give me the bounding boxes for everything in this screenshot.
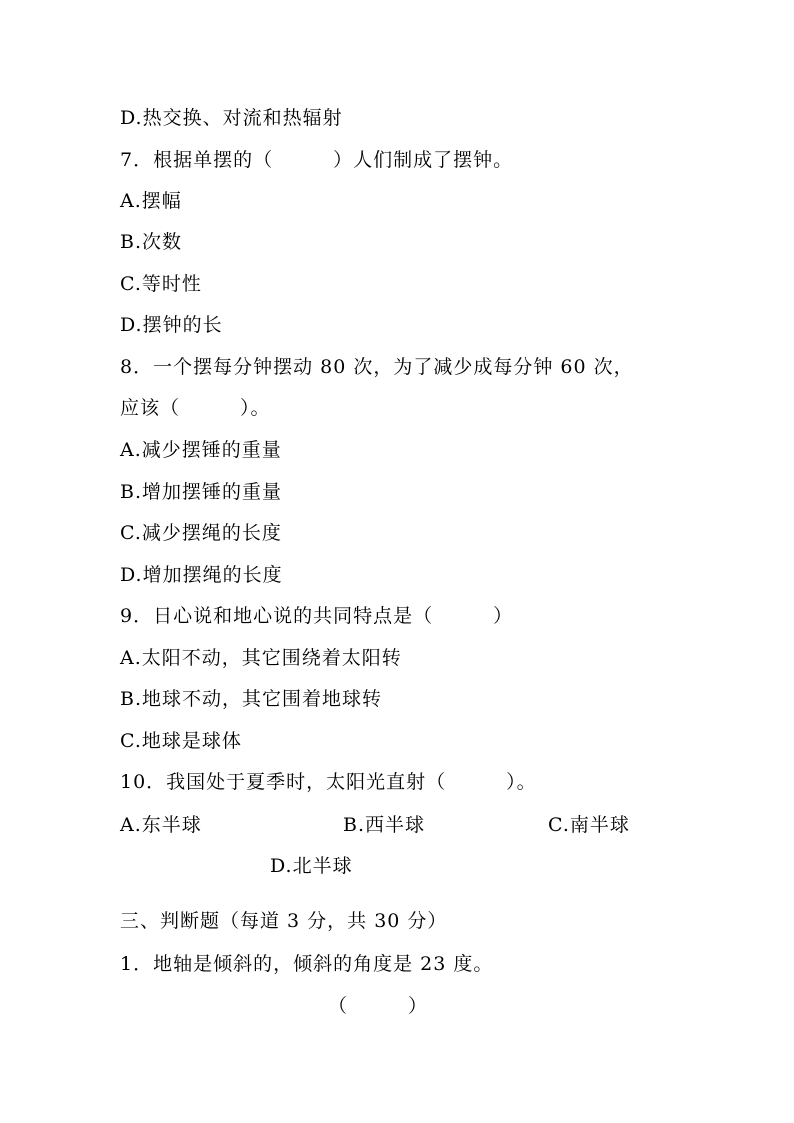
q8-option-a: A.减少摆锤的重量: [120, 439, 282, 461]
q8-option-c: C.减少摆绳的长度: [120, 522, 282, 544]
q7-stem: 7．根据单摆的（ ）人们制成了摆钟。: [120, 149, 514, 171]
section3-q1: 1．地轴是倾斜的，倾斜的角度是 23 度。: [120, 953, 494, 975]
q9-option-b: B.地球不动，其它围着地球转: [120, 688, 383, 710]
q10-option-b: B.西半球: [343, 814, 426, 836]
q8-stem-line1: 8．一个摆每分钟摆动 80 次，为了减少成每分钟 60 次，: [120, 356, 634, 378]
q6-option-d: D.热交换、对流和热辐射: [120, 107, 343, 129]
q7-option-d: D.摆钟的长: [120, 314, 223, 336]
q10-option-d: D.北半球: [270, 855, 353, 877]
q8-stem-line2: 应该（ ）。: [120, 397, 271, 419]
q8-option-d: D.增加摆绳的长度: [120, 564, 283, 586]
q7-option-a: A.摆幅: [120, 190, 182, 212]
q10-stem: 10．我国处于夏季时，太阳光直射（ ）。: [120, 771, 537, 793]
q10-option-c: C.南半球: [548, 814, 630, 836]
section3-q1-answer-blank: （ ）: [328, 995, 429, 1017]
q10-option-a: A.东半球: [120, 814, 202, 836]
q9-stem: 9．日心说和地心说的共同特点是（ ）: [120, 605, 514, 627]
q7-option-b: B.次数: [120, 231, 183, 253]
section3-heading: 三、判断题（每道 3 分，共 30 分）: [120, 910, 448, 932]
q9-option-c: C.地球是球体: [120, 730, 242, 752]
q8-option-b: B.增加摆锤的重量: [120, 481, 283, 503]
q7-option-c: C.等时性: [120, 273, 202, 295]
q9-option-a: A.太阳不动，其它围绕着太阳转: [120, 647, 402, 669]
